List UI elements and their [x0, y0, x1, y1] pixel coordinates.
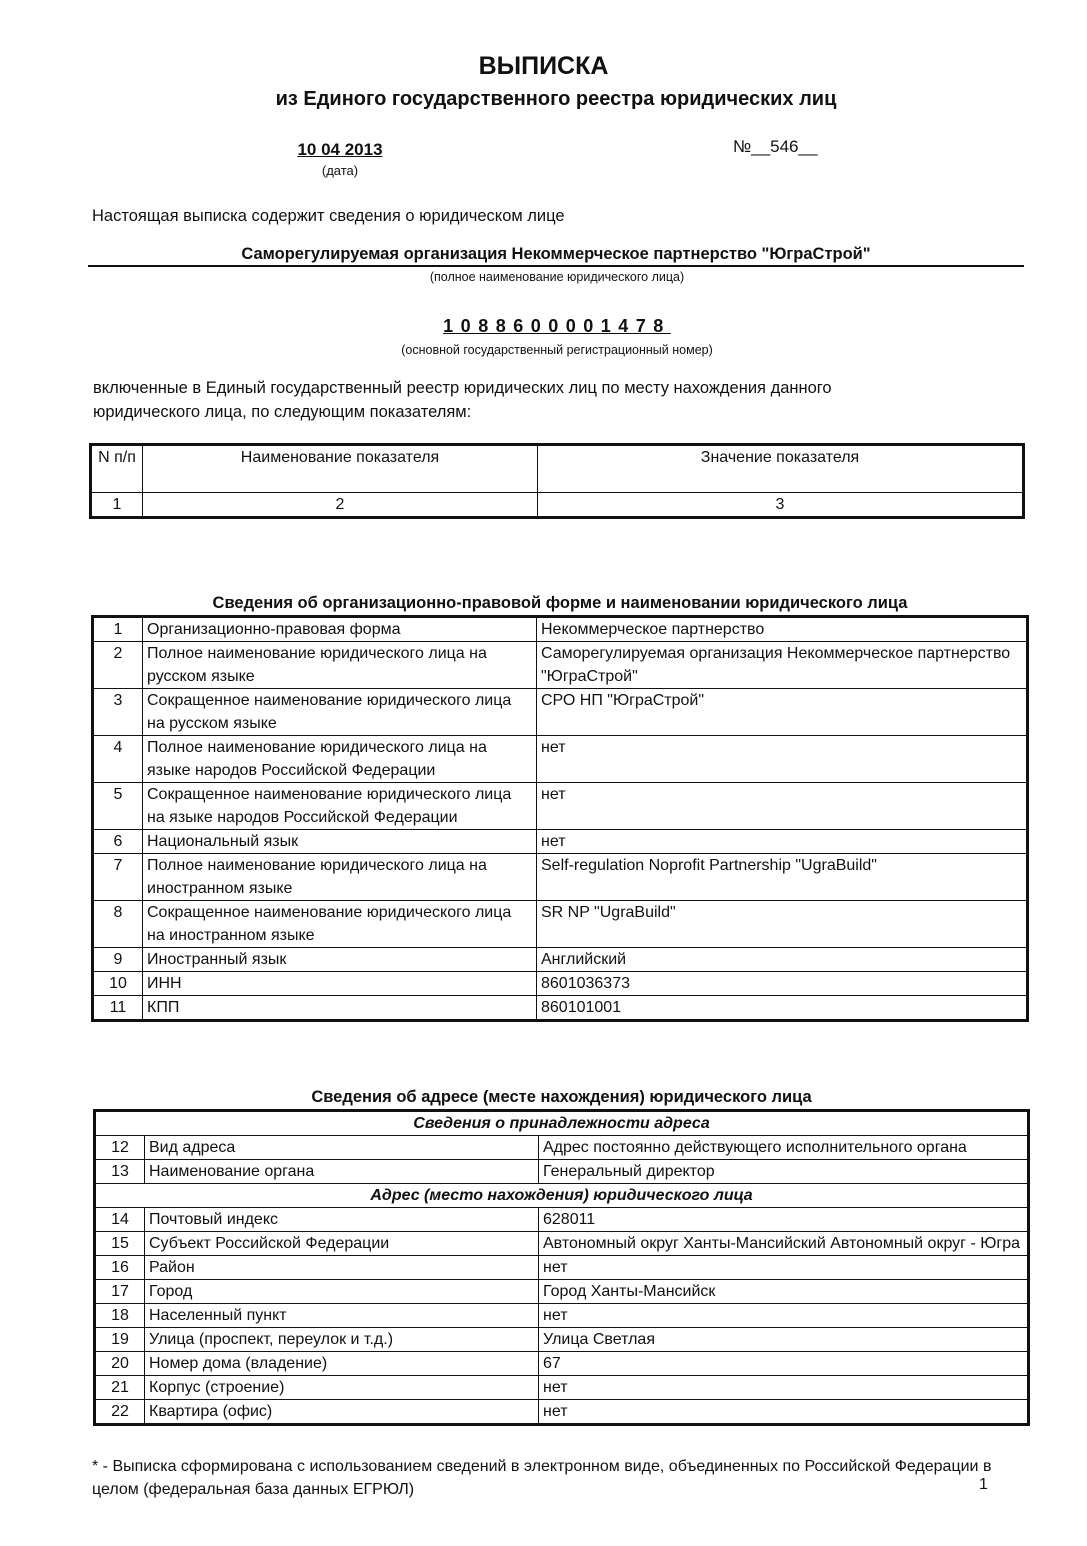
col-value-header: Значение показателя: [538, 445, 1024, 493]
row-number: 4: [93, 736, 143, 783]
row-indicator-name: Иностранный язык: [143, 948, 537, 972]
table-row: [93, 783, 1028, 830]
row-indicator-name: ИНН: [143, 972, 537, 996]
col-index-3: 3: [538, 493, 1024, 518]
row-indicator-value: нет: [537, 736, 1028, 783]
row-indicator-name: Организационно-правовая форма: [143, 617, 537, 642]
row-indicator-name: Национальный язык: [143, 830, 537, 854]
row-indicator-name: Сокращенное наименование юридического лица на русском языке: [143, 689, 537, 736]
table-row: [93, 996, 1028, 1021]
table-row: [93, 854, 1028, 901]
document-subtitle: из Единого государственного реестра юридических лиц: [275, 88, 837, 110]
table-row: [93, 830, 1028, 854]
table-row: [95, 1304, 1029, 1328]
row-number: 3: [93, 689, 143, 736]
page-number: 1: [979, 1476, 988, 1493]
row-indicator-name: Населенный пункт: [145, 1304, 539, 1328]
row-indicator-name: Почтовый индекс: [145, 1208, 539, 1232]
row-indicator-value: 628011: [539, 1208, 1029, 1232]
row-indicator-name: Полное наименование юридического лица на русском языке: [143, 642, 537, 689]
row-indicator-name: Улица (проспект, переулок и т.д.): [145, 1328, 539, 1352]
address-band-ownership: Сведения о принадлежности адреса: [95, 1111, 1029, 1136]
row-number: 20: [95, 1352, 145, 1376]
row-number: 10: [93, 972, 143, 996]
table-row: [93, 948, 1028, 972]
row-number: 21: [95, 1376, 145, 1400]
row-indicator-value: нет: [539, 1256, 1029, 1280]
ogrn-caption: (основной государственный регистрационный номер): [401, 343, 713, 357]
row-indicator-value: Генеральный директор: [539, 1160, 1029, 1184]
row-number: 5: [93, 783, 143, 830]
table-row: [93, 736, 1028, 783]
issue-date: 10 04 2013: [297, 140, 383, 159]
col-name-header: Наименование показателя: [143, 445, 538, 493]
row-indicator-name: Номер дома (владение): [145, 1352, 539, 1376]
table-row: [93, 689, 1028, 736]
row-indicator-name: Наименование органа: [145, 1160, 539, 1184]
row-number: 18: [95, 1304, 145, 1328]
table-row: [95, 1136, 1029, 1160]
row-indicator-name: Полное наименование юридического лица на языке народов Российской Федерации: [143, 736, 537, 783]
table-row: [95, 1256, 1029, 1280]
row-indicator-name: Сокращенное наименование юридического лица на иностранном языке: [143, 901, 537, 948]
org-name-caption: (полное наименование юридического лица): [429, 270, 685, 284]
table-row: [95, 1160, 1029, 1184]
table-row: [93, 901, 1028, 948]
row-number: 1: [93, 617, 143, 642]
row-indicator-name: КПП: [143, 996, 537, 1021]
row-indicator-value: Город Ханты-Мансийск: [539, 1280, 1029, 1304]
table-row: [95, 1352, 1029, 1376]
row-indicator-name: Город: [145, 1280, 539, 1304]
row-number: 11: [93, 996, 143, 1021]
issue-date-caption: (дата): [321, 163, 359, 178]
row-indicator-value: Автономный округ Ханты-Мансийский Автономный округ - Югра: [539, 1232, 1029, 1256]
section-title-form: Сведения об организационно-правовой форме и наименовании юридического лица: [212, 594, 908, 612]
row-number: 13: [95, 1160, 145, 1184]
row-indicator-name: Вид адреса: [145, 1136, 539, 1160]
table-row: [95, 1208, 1029, 1232]
row-number: 12: [95, 1136, 145, 1160]
row-indicator-name: Субъект Российской Федерации: [145, 1232, 539, 1256]
row-indicator-value: Некоммерческое партнерство: [537, 617, 1028, 642]
document-title: ВЫПИСКА: [478, 52, 609, 80]
row-indicator-value: Саморегулируемая организация Некоммерческое партнерство "ЮграСтрой": [537, 642, 1028, 689]
row-indicator-value: нет: [539, 1400, 1029, 1425]
row-indicator-value: Улица Светлая: [539, 1328, 1029, 1352]
row-indicator-name: Район: [145, 1256, 539, 1280]
row-number: 6: [93, 830, 143, 854]
row-number: 7: [93, 854, 143, 901]
extract-number: №__546__: [733, 137, 818, 156]
row-number: 15: [95, 1232, 145, 1256]
table-row: [95, 1400, 1029, 1425]
form-table: [91, 615, 1029, 1022]
row-indicator-value: нет: [537, 783, 1028, 830]
ogrn-number: 1088600001478: [443, 316, 671, 336]
row-indicator-value: Адрес постоянно действующего исполнительного органа: [539, 1136, 1029, 1160]
row-indicator-value: 860101001: [537, 996, 1028, 1021]
row-indicator-value: СРО НП "ЮграСтрой": [537, 689, 1028, 736]
row-number: 2: [93, 642, 143, 689]
address-table: [93, 1109, 1030, 1426]
col-index-2: 2: [143, 493, 538, 518]
row-indicator-name: Корпус (строение): [145, 1376, 539, 1400]
row-number: 14: [95, 1208, 145, 1232]
org-full-name: Саморегулируемая организация Некоммерческое партнерство "ЮграСтрой": [88, 245, 1024, 267]
table-row: [93, 617, 1028, 642]
table-row: [95, 1280, 1029, 1304]
row-indicator-name: Полное наименование юридического лица на иностранном языке: [143, 854, 537, 901]
row-number: 8: [93, 901, 143, 948]
address-band-location: Адрес (место нахождения) юридического лица: [95, 1184, 1029, 1208]
table-row: [95, 1232, 1029, 1256]
row-number: 22: [95, 1400, 145, 1425]
row-number: 9: [93, 948, 143, 972]
row-indicator-name: Сокращенное наименование юридического лица на языке народов Российской Федерации: [143, 783, 537, 830]
intro-text: Настоящая выписка содержит сведения о юридическом лице: [92, 207, 565, 225]
row-indicator-value: SR NP "UgraBuild": [537, 901, 1028, 948]
col-index-1: 1: [91, 493, 143, 518]
table-row: [93, 972, 1028, 996]
intro-paragraph: включенные в Единый государственный реестр юридических лиц по месту нахождения данного юридического лица, по следующим показателям:: [93, 379, 832, 421]
table-row: [93, 642, 1028, 689]
row-indicator-name: Квартира (офис): [145, 1400, 539, 1425]
header-table: [89, 443, 1025, 519]
table-row: [95, 1376, 1029, 1400]
row-indicator-value: Self-regulation Noprofit Partnership "UgraBuild": [537, 854, 1028, 901]
row-number: 16: [95, 1256, 145, 1280]
row-number: 17: [95, 1280, 145, 1304]
row-indicator-value: нет: [539, 1376, 1029, 1400]
row-indicator-value: нет: [537, 830, 1028, 854]
col-number-header: N п/п: [91, 445, 143, 493]
footnote: * - Выписка сформирована с использованием сведений в электронном виде, объединенных по Российской Федерации в целом (федеральная база данных ЕГРЮЛ): [92, 1458, 992, 1498]
row-indicator-value: 67: [539, 1352, 1029, 1376]
row-indicator-value: 8601036373: [537, 972, 1028, 996]
row-indicator-value: нет: [539, 1304, 1029, 1328]
section-title-address: Сведения об адресе (месте нахождения) юридического лица: [311, 1088, 812, 1106]
table-row: [95, 1328, 1029, 1352]
row-indicator-value: Английский: [537, 948, 1028, 972]
row-number: 19: [95, 1328, 145, 1352]
